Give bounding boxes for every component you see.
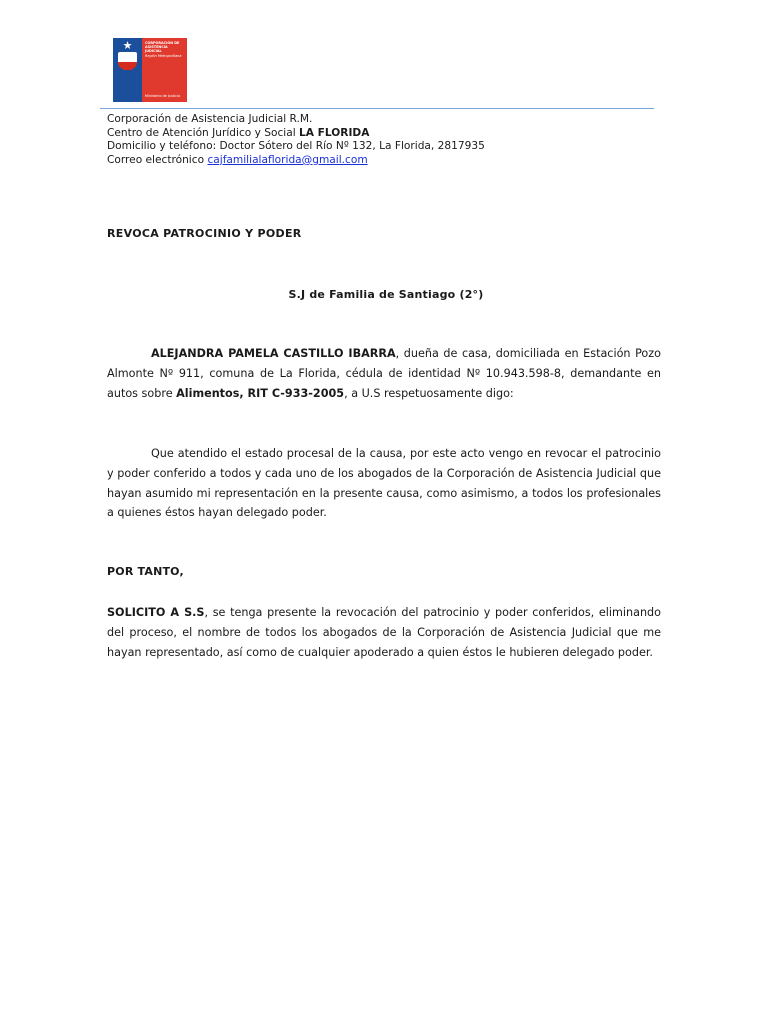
- request-lead: SOLICITO A S.S: [107, 606, 205, 619]
- petitioner-closing: , a U.S respetuosamente digo:: [344, 386, 514, 400]
- case-reference: Alimentos, RIT C-933-2005: [176, 386, 345, 400]
- paragraph-request: [107, 603, 661, 662]
- request-text: , se tenga presente la revocación del patrocinio y poder conferidos, eliminando del proceso, el nombre de todos los abogados de la Corporación de Asistencia Judicial que me hayan representado, así como de cualquier apoderado a quien éstos le hubieren delegado poder.: [107, 606, 661, 659]
- court-heading: S.J de Familia de Santiago (2°): [288, 288, 484, 301]
- paragraph-petitioner: [107, 344, 661, 403]
- coat-of-arms-icon: [113, 38, 142, 102]
- logo-region: Región Metropolitana: [145, 54, 182, 58]
- star-icon: ★: [122, 39, 133, 52]
- institution-logo: [113, 38, 187, 102]
- document-title: REVOCA PATROCINIO Y PODER: [107, 227, 302, 240]
- header-divider: [100, 108, 654, 109]
- center-name: LA FLORIDA: [299, 126, 370, 139]
- email-link[interactable]: cajfamilialaflorida@gmail.com: [207, 153, 368, 166]
- letterhead-email-line: [107, 154, 485, 168]
- shield-icon: [118, 52, 137, 70]
- center-label: Centro de Atención Jurídico y Social: [107, 126, 300, 139]
- logo-org-line1: CORPORACIÓN DE: [145, 41, 180, 45]
- letterhead-center: [107, 127, 485, 141]
- petitioner-details: , dueña de casa, domiciliada en Estación Pozo Almonte Nº 911, comuna de La Florida, cédula de identidad Nº 10.943.598-8, demandante en autos sobre: [107, 347, 661, 400]
- letterhead-org: Corporación de Asistencia Judicial R.M.: [107, 113, 313, 125]
- logo-org-line3: JUDICIAL: [145, 49, 162, 53]
- por-tanto-heading: POR TANTO,: [107, 565, 184, 578]
- logo-org-line2: ASISTENCIA: [145, 45, 168, 49]
- logo-ministry: Ministerio de Justicia: [145, 94, 181, 98]
- letterhead-address: Domicilio y teléfono: Doctor Sótero del Río Nº 132, La Florida, 2817935: [107, 140, 485, 153]
- letterhead: [107, 113, 485, 167]
- email-label: Correo electrónico: [107, 153, 208, 166]
- logo-text-panel: [142, 38, 187, 102]
- petitioner-name: ALEJANDRA PAMELA CASTILLO IBARRA: [151, 347, 396, 360]
- paragraph-revocation: Que atendido el estado procesal de la causa, por este acto vengo en revocar el patrocinio y poder conferido a todos y cada uno de los abogados de la Corporación de Asistencia Judicial que hayan asumido mi representación en la presente causa, como asimismo, a todos los profesionales a quienes éstos hayan delegado poder.: [107, 447, 661, 520]
